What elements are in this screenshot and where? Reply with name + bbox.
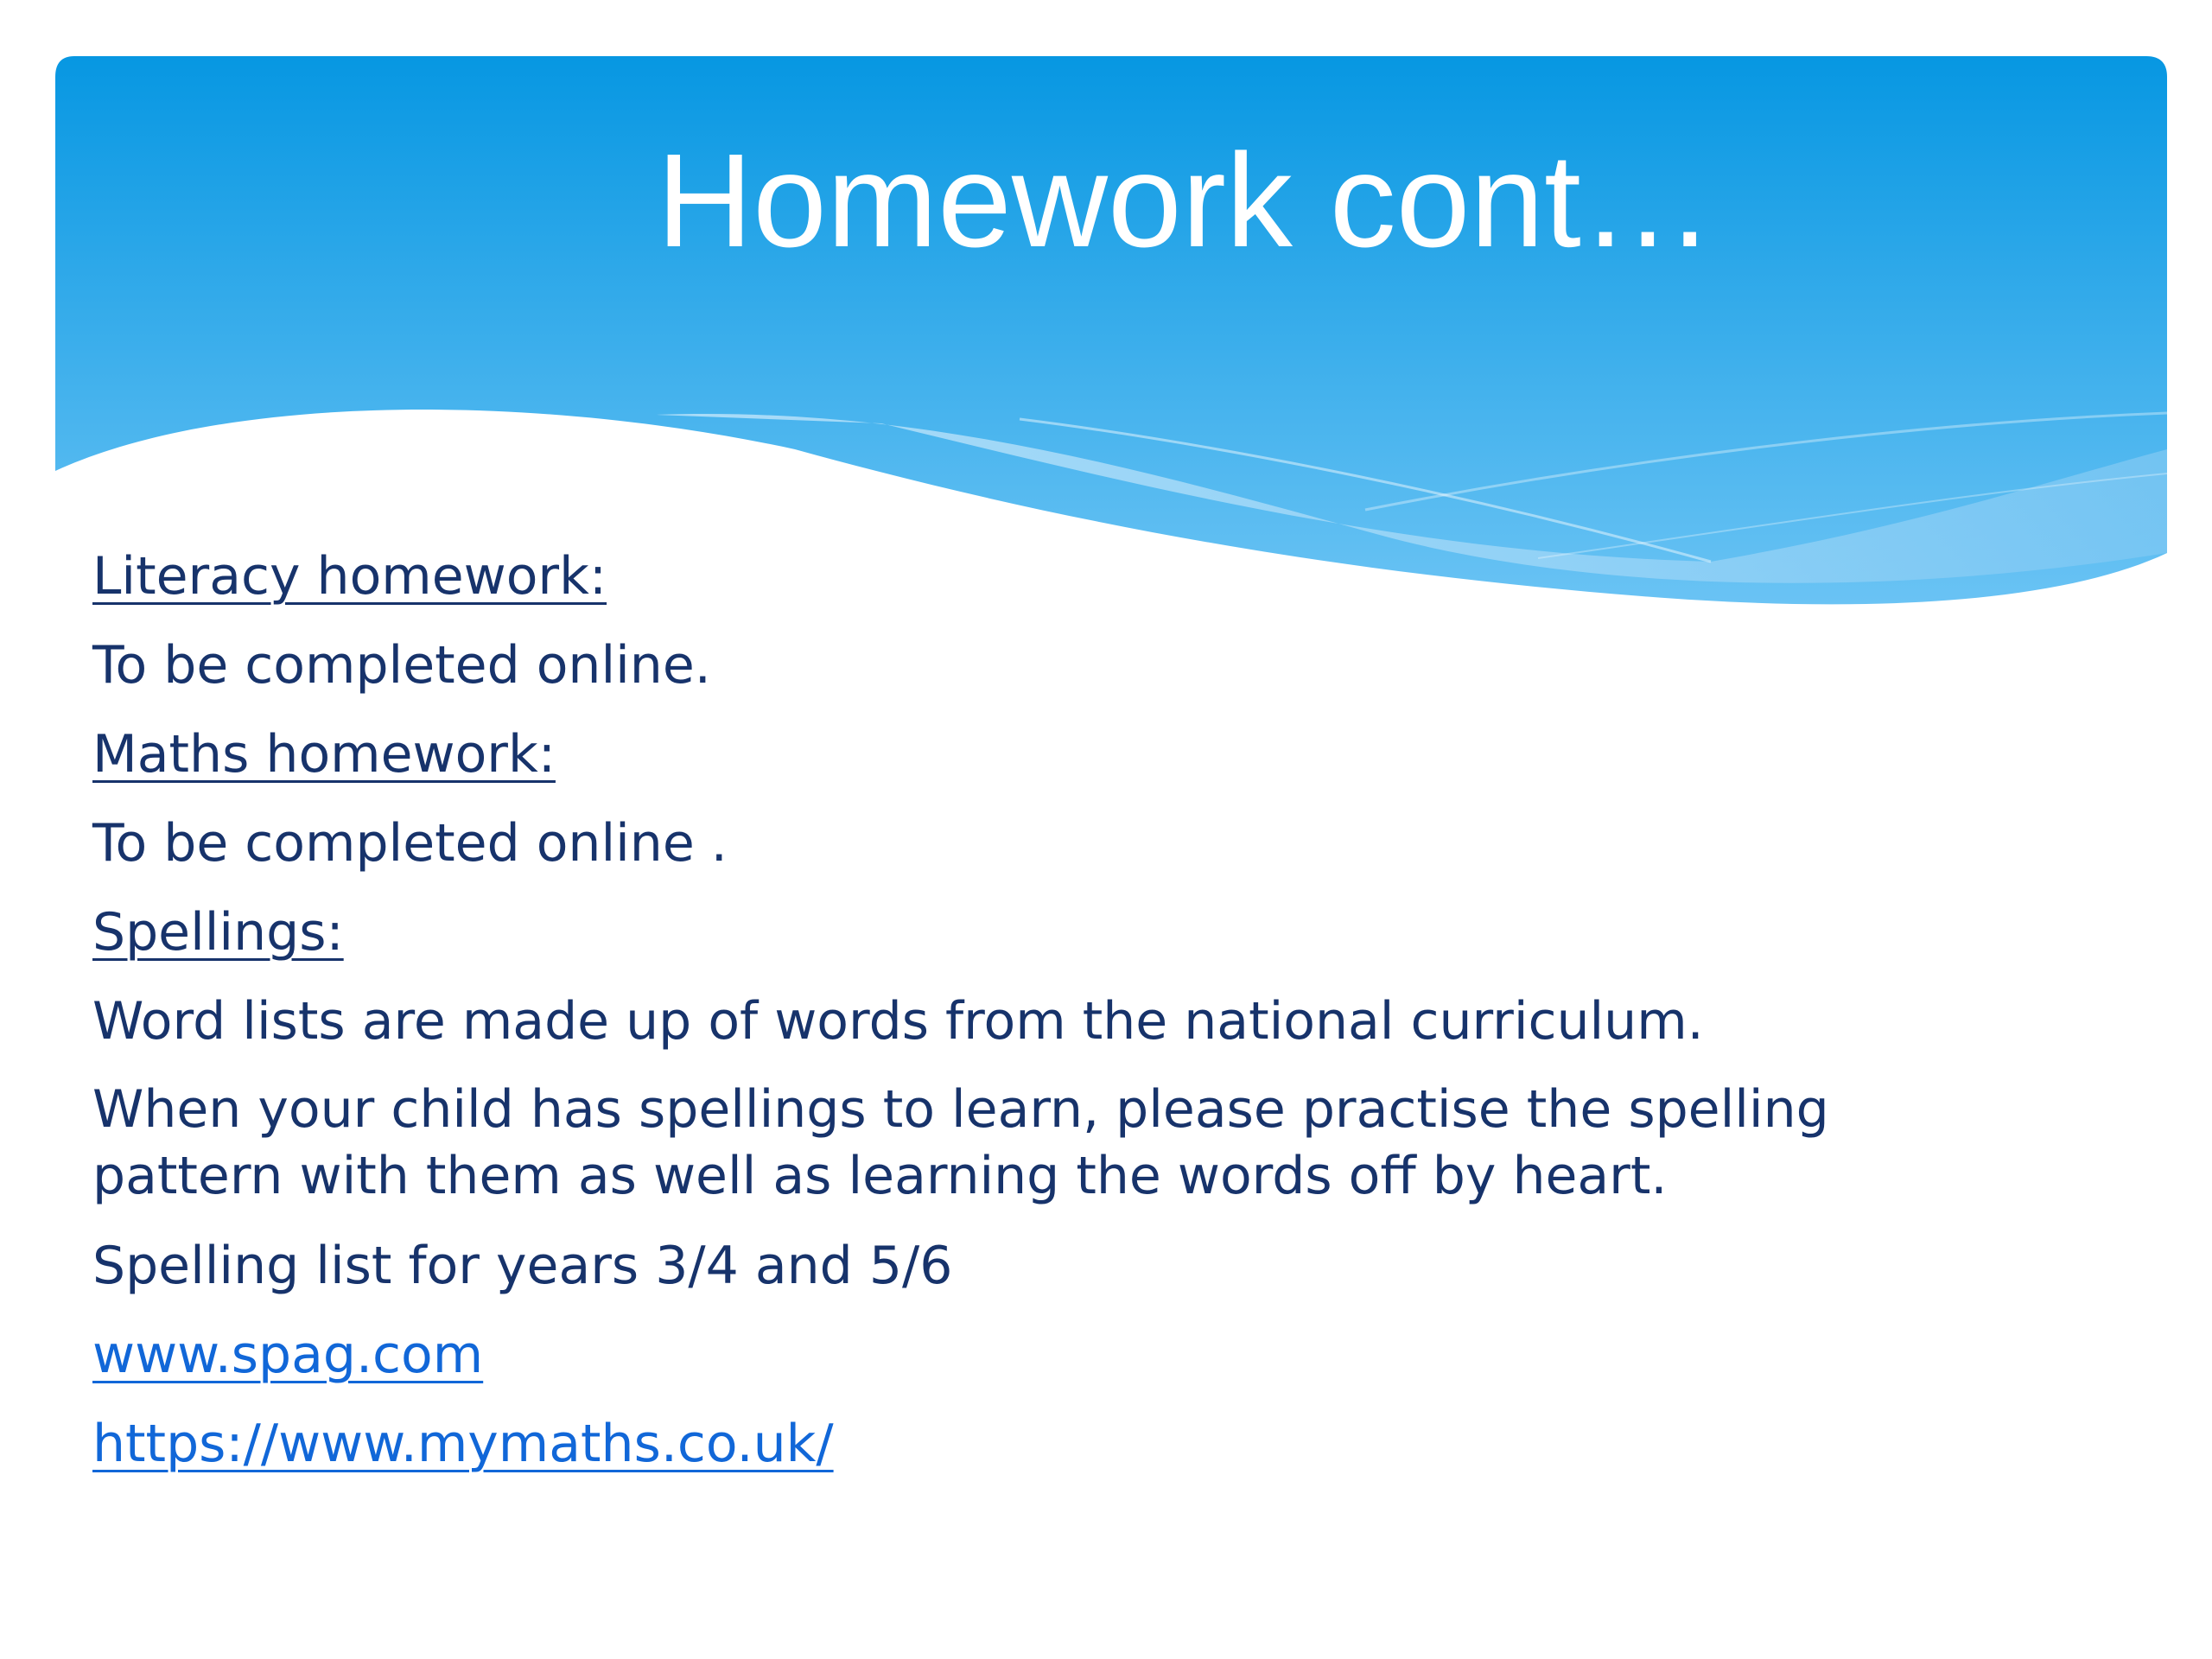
mymaths-link[interactable]: https://www.mymaths.co.uk/ [92, 1414, 834, 1474]
spellings-practice-line-2: pattern with them as well as learning the words off by heart. [92, 1146, 1668, 1206]
slide-title: Homework cont… [657, 126, 1714, 275]
maths-homework-heading: Maths homework: [92, 724, 556, 785]
spellings-heading: Spellings: [92, 902, 344, 963]
spelling-list-years-text: Spelling list for years 3/4 and 5/6 [92, 1236, 953, 1296]
literacy-homework-text: To be completed online. [92, 635, 711, 696]
spellings-word-lists-text: Word lists are made up of words from the national curriculum. [92, 991, 1704, 1052]
maths-homework-text: To be completed online . [92, 813, 728, 874]
spellings-practice-text [92, 1077, 2080, 1232]
spag-link[interactable]: www.spag.com [92, 1325, 484, 1385]
literacy-homework-heading: Literacy homework: [92, 546, 607, 607]
slide-content [92, 543, 2080, 1499]
spellings-practice-line-1: When your child has spellings to learn, please practise the spelling [92, 1079, 1829, 1140]
